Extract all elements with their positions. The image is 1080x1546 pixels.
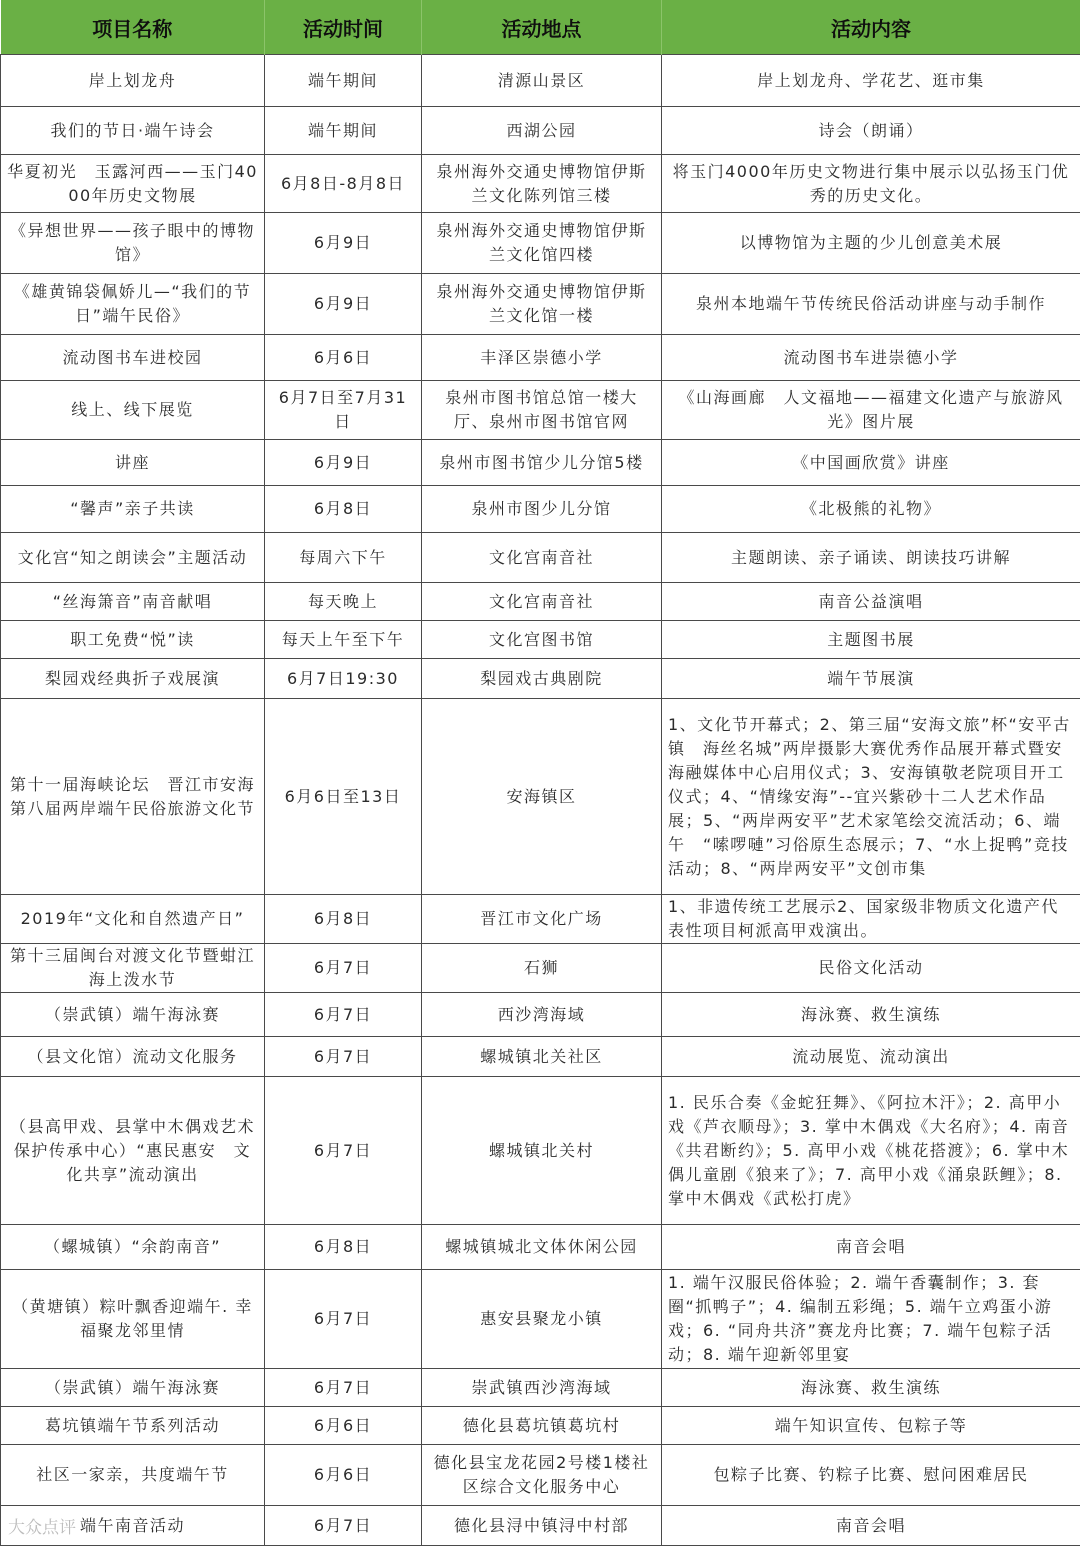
cell-content: 《山海画廊 人文福地——福建文化遗产与旅游风光》图片展	[662, 381, 1080, 440]
cell-content: 1. 端午汉服民俗体验；2. 端午香囊制作；3. 套圈“抓鸭子”；4. 编制五彩绳；5. 端午立鸡蛋小游戏；6. “同舟共济”赛龙舟比赛；7. 端午包粽子活动；8. 端午迎新邻里宴	[662, 1270, 1080, 1369]
table-row	[1, 213, 1080, 274]
cell-place: 崇武镇西沙湾海域	[422, 1369, 662, 1407]
cell-name: 第十三届闽台对渡文化节暨蚶江海上泼水节	[1, 944, 265, 993]
cell-content: 以博物馆为主题的少儿创意美术展	[662, 213, 1080, 274]
cell-place: 泉州市图书馆总馆一楼大厅、泉州市图书馆官网	[422, 381, 662, 440]
cell-time: 6月7日	[265, 1037, 422, 1077]
cell-time: 6月9日	[265, 440, 422, 486]
cell-content: 端午节展演	[662, 659, 1080, 699]
cell-place: 丰泽区崇德小学	[422, 335, 662, 381]
table-row	[1, 1225, 1080, 1270]
table-row	[1, 335, 1080, 381]
cell-name: 葛坑镇端午节系列活动	[1, 1407, 265, 1445]
cell-time: 6月8日	[265, 1225, 422, 1270]
cell-name: 《雄黄锦袋佩娇儿—“我们的节日”端午民俗》	[1, 274, 265, 335]
header-project-name: 项目名称	[1, 0, 265, 55]
cell-name: 流动图书车进校园	[1, 335, 265, 381]
cell-name: 职工免费“悦”读	[1, 621, 265, 659]
table-row	[1, 440, 1080, 486]
table-row	[1, 381, 1080, 440]
cell-time: 6月7日	[265, 944, 422, 993]
cell-time: 6月6日	[265, 1407, 422, 1445]
table-row	[1, 107, 1080, 155]
cell-time: 每天上午至下午	[265, 621, 422, 659]
cell-content: 泉州本地端午节传统民俗活动讲座与动手制作	[662, 274, 1080, 335]
cell-place: 螺城镇北关社区	[422, 1037, 662, 1077]
cell-place: 泉州海外交通史博物馆伊斯兰文化馆四楼	[422, 213, 662, 274]
cell-name: 《异想世界——孩子眼中的博物馆》	[1, 213, 265, 274]
cell-name: “丝海箫音”南音献唱	[1, 583, 265, 621]
table-row	[1, 1369, 1080, 1407]
watermark-logo: 大众点评	[8, 1513, 76, 1538]
header-activity-content: 活动内容	[662, 0, 1080, 55]
cell-time: 6月7日	[265, 1077, 422, 1225]
cell-time: 6月6日	[265, 335, 422, 381]
table-row	[1, 55, 1080, 107]
table-row	[1, 1270, 1080, 1369]
cell-name: 第十一届海峡论坛 晋江市安海第八届两岸端午民俗旅游文化节	[1, 699, 265, 895]
cell-name: （螺城镇）“余韵南音”	[1, 1225, 265, 1270]
table-row	[1, 1445, 1080, 1506]
cell-place: 清源山景区	[422, 55, 662, 107]
cell-content: 流动展览、流动演出	[662, 1037, 1080, 1077]
cell-place: 安海镇区	[422, 699, 662, 895]
cell-content: 海泳赛、救生演练	[662, 1369, 1080, 1407]
table-row	[1, 1037, 1080, 1077]
cell-time: 端午期间	[265, 55, 422, 107]
table-row	[1, 944, 1080, 993]
cell-content: 岸上划龙舟、学花艺、逛市集	[662, 55, 1080, 107]
cell-place: 文化宫南音社	[422, 533, 662, 583]
cell-content: 主题朗读、亲子诵读、朗读技巧讲解	[662, 533, 1080, 583]
cell-name: 文化宫“知之朗读会”主题活动	[1, 533, 265, 583]
cell-content: 《中国画欣赏》讲座	[662, 440, 1080, 486]
table-row	[1, 659, 1080, 699]
cell-time: 6月9日	[265, 274, 422, 335]
cell-time: 6月8日	[265, 486, 422, 533]
cell-content: 将玉门4000年历史文物进行集中展示以弘扬玉门优秀的历史文化。	[662, 155, 1080, 213]
cell-place: 梨园戏古典剧院	[422, 659, 662, 699]
cell-place: 西湖公园	[422, 107, 662, 155]
table-row	[1, 699, 1080, 895]
cell-name: 我们的节日·端午诗会	[1, 107, 265, 155]
cell-name: 线上、线下展览	[1, 381, 265, 440]
cell-time: 6月7日至7月31日	[265, 381, 422, 440]
table-row	[1, 533, 1080, 583]
cell-place: 螺城镇城北文体休闲公园	[422, 1225, 662, 1270]
cell-time: 6月7日	[265, 1369, 422, 1407]
cell-time: 6月7日	[265, 1270, 422, 1369]
cell-place: 螺城镇北关村	[422, 1077, 662, 1225]
table-row	[1, 583, 1080, 621]
cell-time: 6月7日	[265, 1506, 422, 1546]
table-row	[1, 486, 1080, 533]
cell-place: 文化宫图书馆	[422, 621, 662, 659]
table-row	[1, 621, 1080, 659]
cell-time: 6月8日-8月8日	[265, 155, 422, 213]
cell-time: 6月6日	[265, 1445, 422, 1506]
cell-content: 1、文化节开幕式；2、第三届“安海文旅”杯“安平古镇 海丝名城”两岸摄影大赛优秀作品展开幕式暨安海融媒体中心启用仪式；3、安海镇敬老院项目开工仪式；4、“情缘安海”--宜兴紫砂十二人艺术作品展；5、“两岸两安平”艺术家笔绘交流活动；6、端午 “嗦啰嗹”习俗原生态展示；7、“水上捉鸭”竞技活动；8、“两岸两安平”文创市集	[662, 699, 1080, 895]
cell-place: 德化县浔中镇浔中村部	[422, 1506, 662, 1546]
cell-place: 德化县葛坑镇葛坑村	[422, 1407, 662, 1445]
cell-name: （黄塘镇）粽叶飘香迎端午. 幸福聚龙邻里情	[1, 1270, 265, 1369]
cell-content: 主题图书展	[662, 621, 1080, 659]
cell-name: （崇武镇）端午海泳赛	[1, 993, 265, 1037]
table-row	[1, 1407, 1080, 1445]
cell-name: 华夏初光 玉露河西——玉门4000年历史文物展	[1, 155, 265, 213]
cell-place: 德化县宝龙花园2号楼1楼社区综合文化服务中心	[422, 1445, 662, 1506]
cell-place: 泉州海外交通史博物馆伊斯兰文化陈列馆三楼	[422, 155, 662, 213]
header-activity-place: 活动地点	[422, 0, 662, 55]
cell-place: 西沙湾海域	[422, 993, 662, 1037]
cell-name: （县文化馆）流动文化服务	[1, 1037, 265, 1077]
cell-place: 泉州海外交通史博物馆伊斯兰文化馆一楼	[422, 274, 662, 335]
header-activity-time: 活动时间	[265, 0, 422, 55]
cell-content: 1. 民乐合奏《金蛇狂舞》、《阿拉木汗》；2. 高甲小戏《芦衣顺母》；3. 掌中木偶戏《大名府》；4. 南音《共君断约》；5. 高甲小戏《桃花搭渡》；6. 掌中木偶儿童剧《狼来了》；7. 高甲小戏《涌泉跃鲤》；8. 掌中木偶戏《武松打虎》	[662, 1077, 1080, 1225]
cell-name: “馨声”亲子共读	[1, 486, 265, 533]
cell-content: 南音公益演唱	[662, 583, 1080, 621]
cell-content: 民俗文化活动	[662, 944, 1080, 993]
cell-name: 梨园戏经典折子戏展演	[1, 659, 265, 699]
table-row	[1, 895, 1080, 944]
cell-name: 2019年“文化和自然遗产日”	[1, 895, 265, 944]
cell-place: 石狮	[422, 944, 662, 993]
cell-time: 每周六下午	[265, 533, 422, 583]
cell-content: 端午知识宣传、包粽子等	[662, 1407, 1080, 1445]
table-row	[1, 1506, 1080, 1546]
cell-time: 6月8日	[265, 895, 422, 944]
cell-place: 惠安县聚龙小镇	[422, 1270, 662, 1369]
cell-time: 6月9日	[265, 213, 422, 274]
cell-content: 南音会唱	[662, 1506, 1080, 1546]
cell-name: 端午南音活动	[1, 1506, 265, 1546]
header-row	[1, 0, 1080, 55]
cell-place: 泉州市图少儿分馆	[422, 486, 662, 533]
cell-place: 文化宫南音社	[422, 583, 662, 621]
table-row	[1, 1077, 1080, 1225]
table-row	[1, 274, 1080, 335]
cell-name: （县高甲戏、县掌中木偶戏艺术保护传承中心）“惠民惠安 文化共享”流动演出	[1, 1077, 265, 1225]
cell-name: 社区一家亲，共度端午节	[1, 1445, 265, 1506]
cell-time: 端午期间	[265, 107, 422, 155]
cell-name: 讲座	[1, 440, 265, 486]
cell-content: 南音会唱	[662, 1225, 1080, 1270]
table-row	[1, 993, 1080, 1037]
cell-content: 1、非遗传统工艺展示2、国家级非物质文化遗产代表性项目柯派高甲戏演出。	[662, 895, 1080, 944]
cell-content: 诗会（朗诵）	[662, 107, 1080, 155]
cell-content: 海泳赛、救生演练	[662, 993, 1080, 1037]
cell-time: 6月7日	[265, 993, 422, 1037]
cell-content: 《北极熊的礼物》	[662, 486, 1080, 533]
table-row	[1, 155, 1080, 213]
cell-content: 流动图书车进崇德小学	[662, 335, 1080, 381]
cell-place: 泉州市图书馆少儿分馆5楼	[422, 440, 662, 486]
cell-place: 晋江市文化广场	[422, 895, 662, 944]
cell-time: 每天晚上	[265, 583, 422, 621]
cell-content: 包粽子比赛、钓粽子比赛、慰问困难居民	[662, 1445, 1080, 1506]
cell-name: （崇武镇）端午海泳赛	[1, 1369, 265, 1407]
cell-name: 岸上划龙舟	[1, 55, 265, 107]
cell-time: 6月7日19:30	[265, 659, 422, 699]
cell-time: 6月6日至13日	[265, 699, 422, 895]
